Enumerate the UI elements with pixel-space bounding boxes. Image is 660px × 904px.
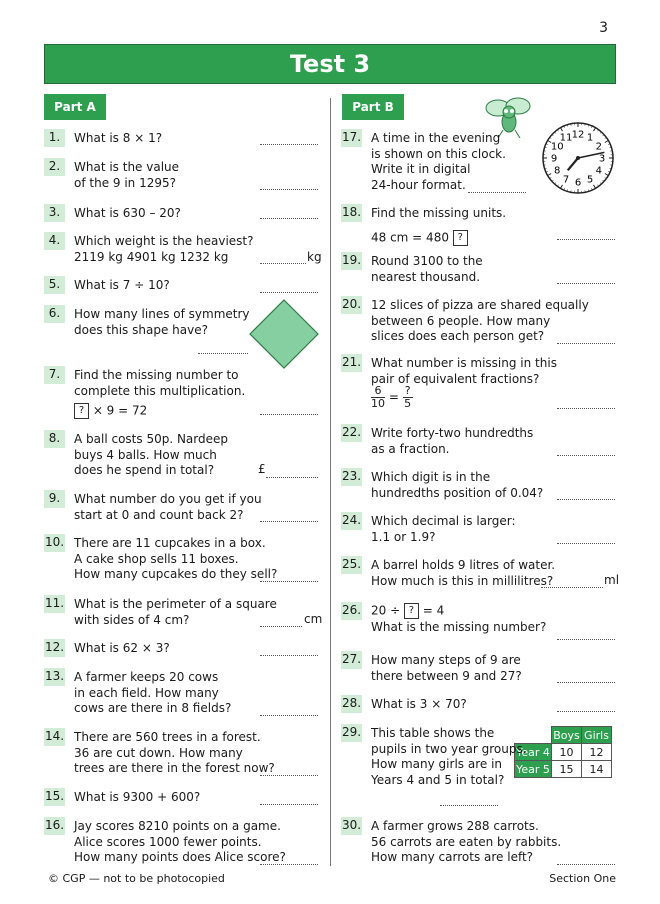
answer-line[interactable] — [557, 408, 615, 409]
question-text-line: trees are there in the forest now? — [74, 761, 275, 775]
question-text-line: Find the missing units. — [371, 206, 507, 220]
answer-unit: kg — [307, 250, 322, 264]
question-text-line: there between 9 and 27? — [371, 668, 522, 683]
answer-line[interactable] — [260, 715, 318, 716]
question-text-line: There are 11 cupcakes in a box. — [74, 536, 266, 550]
answer-line[interactable] — [557, 711, 615, 712]
question-text-line: Which weight is the heaviest? — [74, 234, 254, 248]
question-text-line: A barrel holds 9 litres of water. — [371, 558, 556, 572]
answer-line[interactable] — [260, 775, 318, 776]
answer-line[interactable] — [468, 192, 526, 193]
table-header-girls: Girls — [582, 727, 612, 744]
question-number: 21. — [341, 354, 362, 372]
answer-unit: ml — [604, 573, 620, 587]
question-number: 26. — [341, 602, 362, 620]
question-text-line: What is the perimeter of a square — [74, 597, 277, 611]
question-text-line: What is 7 ÷ 10? — [74, 278, 170, 292]
question-text-line: What number do you get if you — [74, 492, 262, 506]
question-number: 13. — [44, 668, 65, 686]
equation: ? × 9 = 72 — [74, 403, 147, 419]
clock-number: 5 — [586, 174, 594, 186]
answer-line[interactable] — [260, 263, 306, 264]
question-text-line: What is 8 × 1? — [74, 131, 163, 145]
question-text-line: How many lines of symmetry — [74, 307, 250, 321]
question-text-line: A cake shop sells 11 boxes. — [74, 551, 239, 566]
question-number: 4. — [44, 232, 65, 250]
question-number: 20. — [341, 296, 362, 314]
question-text-line: hundredths position of 0.04? — [371, 485, 544, 500]
answer-line[interactable] — [557, 343, 615, 344]
question-text-line: How many girls are in — [371, 757, 503, 771]
question-text-line: How many cupcakes do they sell? — [74, 567, 278, 581]
answer-line[interactable] — [557, 283, 615, 284]
question-number: 11. — [44, 595, 65, 613]
question-text-line: What is 62 × 3? — [74, 641, 170, 655]
question-text-line: Find the missing number to — [74, 368, 239, 382]
clock-number: 12 — [571, 129, 585, 141]
answer-line[interactable] — [260, 626, 302, 627]
question-number: 19. — [341, 252, 362, 270]
question-text-line: with sides of 4 cm? — [74, 612, 190, 627]
question-text-line: What is 630 – 20? — [74, 206, 181, 220]
question-text-line: slices does each person get? — [371, 329, 545, 343]
question-text-line: Years 4 and 5 in total? — [371, 772, 505, 787]
symmetry-diamond-shape — [248, 298, 320, 370]
question-text-line: nearest thousand. — [371, 269, 481, 284]
table-cell: 10 — [552, 744, 582, 761]
answer-line[interactable] — [260, 581, 318, 582]
answer-line[interactable] — [260, 655, 318, 656]
answer-line[interactable] — [260, 189, 318, 190]
question-text-line: What is 9300 + 600? — [74, 790, 201, 804]
section-footer: Section One — [549, 872, 616, 885]
answer-line[interactable] — [557, 864, 615, 865]
question-number: 28. — [341, 695, 362, 713]
table-cell: 14 — [582, 761, 612, 778]
table-cell: 12 — [582, 744, 612, 761]
answer-line[interactable] — [260, 414, 318, 415]
answer-unit: cm — [304, 612, 323, 626]
part-b-label: Part B — [342, 94, 404, 120]
clock-number: 1 — [586, 132, 594, 144]
clock-number: 4 — [595, 165, 602, 177]
question-text-line: How many points does Alice score? — [74, 850, 286, 864]
question-text-line: cows are there in 8 fields? — [74, 701, 232, 715]
answer-line[interactable] — [198, 353, 248, 354]
question-number: 3. — [44, 204, 65, 222]
question-number: 8. — [44, 430, 65, 448]
question-text-line: pupils in two year groups. — [371, 741, 527, 756]
answer-line[interactable] — [541, 587, 603, 588]
answer-line[interactable] — [260, 804, 318, 805]
question-text-line: between 6 people. How many — [371, 313, 551, 328]
missing-number-box: ? — [453, 230, 468, 246]
question-text-line: complete this multiplication. — [74, 383, 246, 398]
question-number: 5. — [44, 276, 65, 294]
question-text-line: as a fraction. — [371, 441, 450, 456]
question-number: 1. — [44, 129, 65, 147]
question-text-line: What number is missing in this — [371, 356, 557, 370]
question-number: 2. — [44, 158, 65, 176]
question-text-line: is shown on this clock. — [371, 146, 506, 161]
answer-currency: £ — [258, 462, 266, 476]
answer-line[interactable] — [260, 218, 318, 219]
answer-line[interactable] — [557, 639, 615, 640]
question-text-line: 1.1 or 1.9? — [371, 529, 436, 544]
question-text-line: 2119 kg 4901 kg 1232 kg — [74, 249, 229, 264]
question-text-line: A farmer keeps 20 cows — [74, 670, 219, 684]
question-text-line: does this shape have? — [74, 322, 208, 337]
answer-line[interactable] — [260, 292, 318, 293]
analogue-clock — [540, 120, 616, 196]
table-row-label: Year 5 — [516, 762, 550, 776]
question-text-line: Which decimal is larger: — [371, 514, 516, 528]
question-number: 30. — [341, 817, 362, 835]
question-text-line: 24-hour format. — [371, 177, 466, 192]
question-text-line: 36 are cut down. How many — [74, 745, 243, 760]
clock-number: 6 — [574, 177, 582, 189]
question-text-line: What is the missing number? — [371, 620, 547, 634]
question-text-line: does he spend in total? — [74, 463, 215, 477]
question-text-line: start at 0 and count back 2? — [74, 507, 244, 522]
missing-number-box: ? — [404, 603, 419, 619]
question-text-line: A time in the evening — [371, 131, 501, 145]
answer-line[interactable] — [557, 455, 615, 456]
question-number: 24. — [341, 512, 362, 530]
question-text-line: What is the value — [74, 160, 180, 174]
table-header-boys: Boys — [553, 728, 580, 742]
answer-line[interactable] — [260, 521, 318, 522]
question-number: 22. — [341, 424, 362, 442]
answer-line[interactable] — [440, 805, 498, 806]
question-number: 14. — [44, 728, 65, 746]
question-number: 23. — [341, 468, 362, 486]
question-number: 12. — [44, 639, 65, 657]
question-number: 18. — [341, 204, 362, 222]
question-number: 27. — [341, 651, 362, 669]
question-text-line: How much is this in millilitres? — [371, 573, 554, 588]
question-number: 9. — [44, 490, 65, 508]
question-text-line: What is 3 × 70? — [371, 697, 467, 711]
question-number: 16. — [44, 817, 65, 835]
question-text-line: A farmer grows 288 carrots. — [371, 819, 539, 833]
answer-line[interactable] — [260, 864, 318, 865]
answer-line[interactable] — [557, 499, 615, 500]
question-number: 15. — [44, 788, 65, 806]
question-text-line: How many carrots are left? — [371, 850, 534, 864]
table-cell: 15 — [552, 761, 582, 778]
question-number: 25. — [341, 556, 362, 574]
question-text-line: Jay scores 8210 points on a game. — [74, 819, 281, 833]
question-text-line: of the 9 in 1295? — [74, 175, 176, 190]
question-text-line: A ball costs 50p. Nardeep — [74, 432, 229, 446]
copyright-footer: © CGP — not to be photocopied — [48, 872, 225, 885]
question-number: 6. — [44, 305, 65, 323]
question-text-line: pair of equivalent fractions? — [371, 371, 540, 386]
question-text-line: Round 3100 to the — [371, 254, 483, 268]
clock-number: 11 — [559, 132, 573, 144]
equation: 48 cm = 480 ? — [371, 230, 468, 246]
question-number: 10. — [44, 534, 65, 552]
question-number: 29. — [341, 724, 362, 742]
question-number: 17. — [341, 129, 362, 147]
question-text-line: There are 560 trees in a forest. — [74, 730, 261, 744]
column-divider — [330, 98, 331, 866]
question-text-line: Which digit is in the — [371, 470, 491, 484]
answer-line[interactable] — [266, 477, 318, 478]
question-text-line: buys 4 balls. How much — [74, 447, 217, 462]
clock-number: 7 — [562, 174, 570, 186]
question-text-line: 12 slices of pizza are shared equally — [371, 298, 589, 312]
page-number: 3 — [599, 20, 608, 36]
clock-number: 2 — [595, 141, 602, 153]
question-text-line: Alice scores 1000 fewer points. — [74, 834, 262, 849]
part-a-label: Part A — [44, 94, 106, 120]
question-text-line: Write forty-two hundredths — [371, 426, 534, 440]
missing-number-box: ? — [74, 403, 89, 419]
question-text-line: This table shows the — [371, 726, 495, 740]
answer-line[interactable] — [557, 239, 615, 240]
year-groups-table — [514, 726, 612, 778]
question-text-line: 56 carrots are eaten by rabbits. — [371, 834, 562, 849]
clock-number: 3 — [598, 153, 606, 165]
equation: 20 ÷ ? = 4 — [371, 603, 445, 618]
clock-number: 9 — [550, 153, 558, 165]
clock-number: 10 — [550, 141, 564, 153]
page-title: Test 3 — [44, 44, 616, 84]
question-number: 7. — [44, 366, 65, 384]
equivalent-fractions: $\frac{6}{10}$ = $\frac{?}{5}$ — [371, 384, 412, 410]
answer-line[interactable] — [557, 543, 615, 544]
question-text-line: How many steps of 9 are — [371, 653, 521, 667]
answer-line[interactable] — [557, 682, 615, 683]
answer-line[interactable] — [260, 144, 318, 145]
clock-number: 8 — [554, 165, 561, 177]
table-row-label: Year 4 — [516, 745, 550, 759]
question-text-line: Write it in digital — [371, 162, 471, 176]
question-text-line: in each field. How many — [74, 685, 219, 700]
